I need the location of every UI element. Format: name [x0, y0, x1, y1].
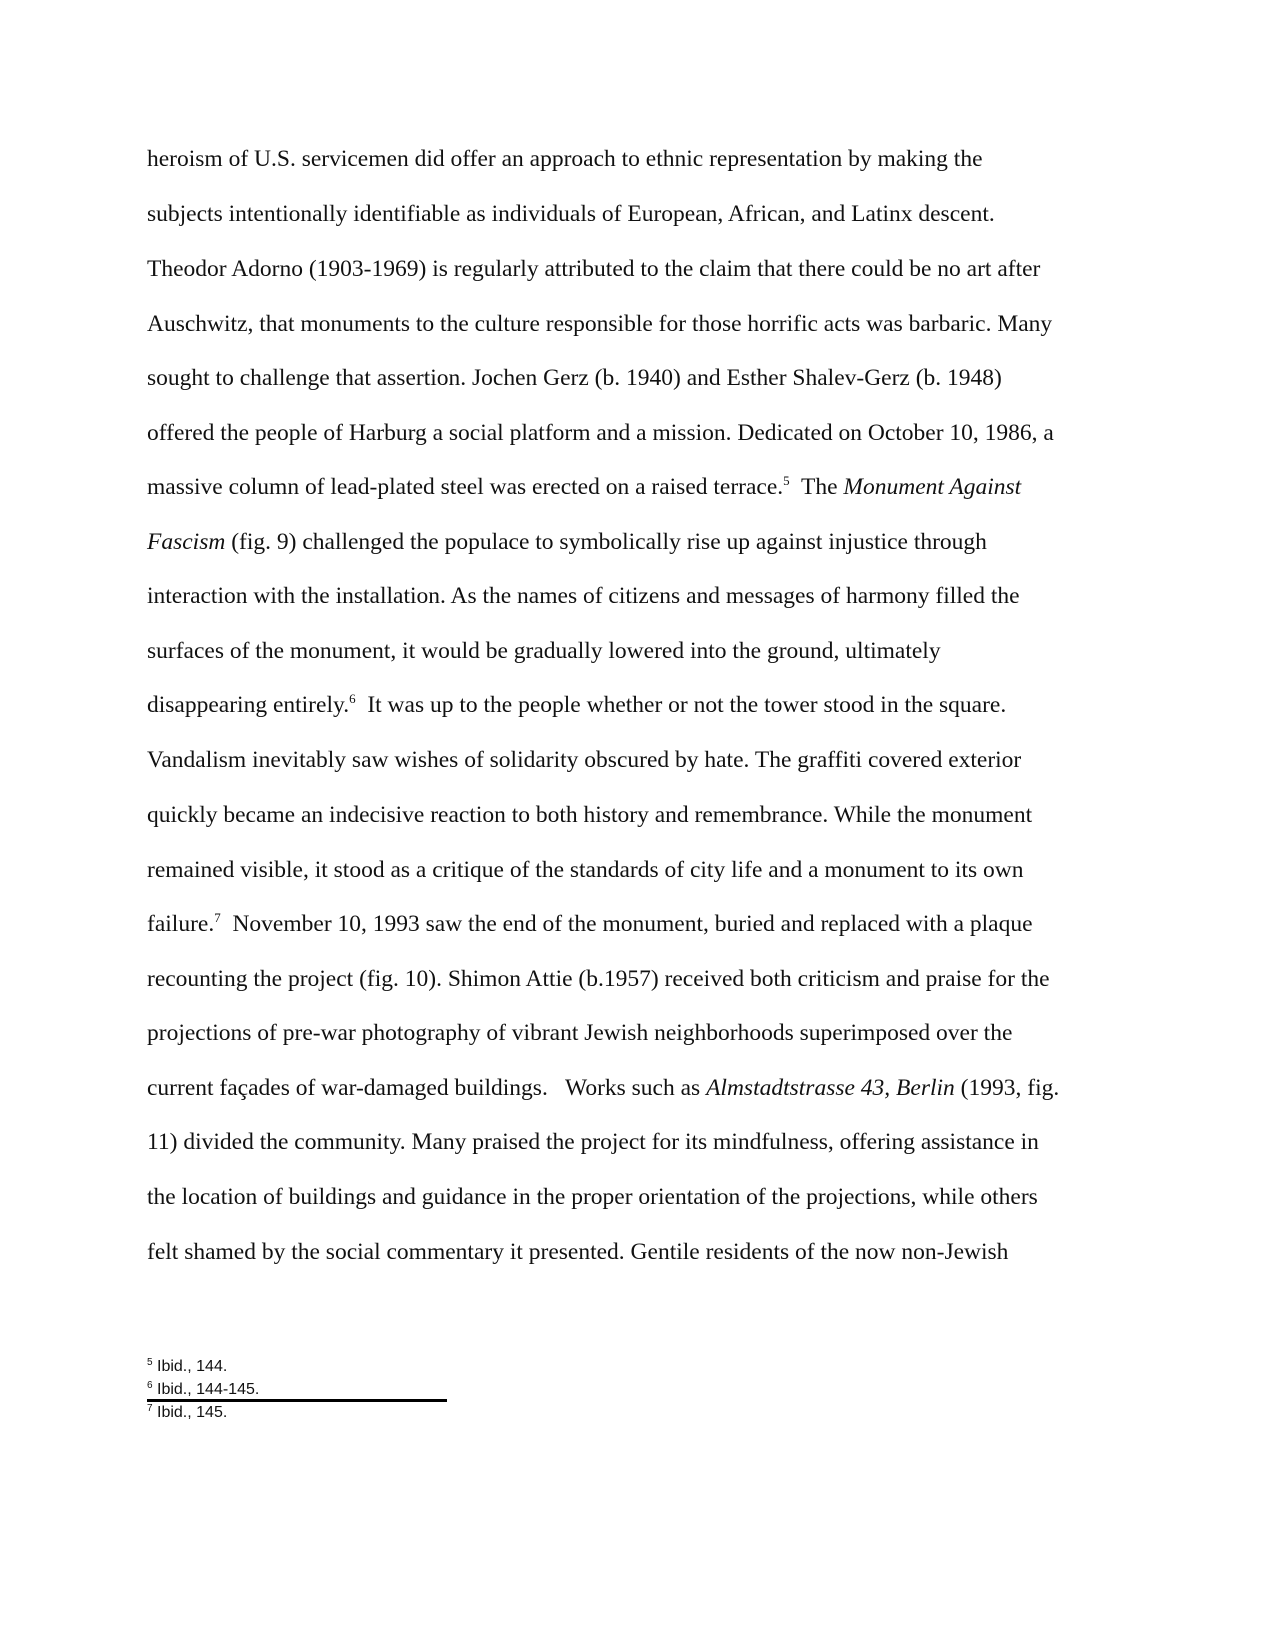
artwork-title: Monument Against: [843, 474, 1022, 500]
body-line-13: quickly became an indecisive reaction to both history and remembrance. While the monument: [147, 802, 1033, 828]
footnote-5: $^5$ Ibid., 144.: [147, 1357, 228, 1375]
footnote-number: 6: [147, 1380, 153, 1391]
body-line-1: heroism of U.S. servicemen did offer an approach to ethnic representation by making the: [147, 146, 983, 172]
body-line-21: felt shamed by the social commentary it presented. Gentile residents of the now non-Jewish: [147, 1239, 1009, 1265]
body-line-20: the location of buildings and guidance in the proper orientation of the projections, while others: [147, 1184, 1038, 1210]
body-line-17: projections of pre-war photography of vibrant Jewish neighborhoods superimposed over the: [147, 1020, 1013, 1046]
body-line-5: sought to challenge that assertion. Jochen Gerz (b. 1940) and Esther Shalev-Gerz (b. 1948): [147, 365, 1002, 391]
body-line-10: surfaces of the monument, it would be gradually lowered into the ground, ultimately: [147, 638, 941, 664]
footnote-number: 5: [147, 1357, 153, 1368]
footnote-ref-6: 6: [349, 691, 356, 706]
body-line-7: massive column of lead-plated steel was erected on a raised terrace.$^5$ The Monument Against: [147, 473, 1022, 500]
body-line-6: offered the people of Harburg a social platform and a mission. Dedicated on October 10, 1986, a: [147, 420, 1054, 446]
body-line-18: current façades of war-damaged buildings. Works such as Almstadtstrasse 43, Berlin (1993, fig.: [147, 1075, 1060, 1101]
body-line-14: remained visible, it stood as a critique of the standards of city life and a monument to its own: [147, 857, 1024, 883]
footnote-7: $^7$ Ibid., 145.: [147, 1403, 228, 1421]
body-line-12: Vandalism inevitably saw wishes of solidarity obscured by hate. The graffiti covered exterior: [147, 747, 1022, 773]
body-line-11: disappearing entirely.$^6$ It was up to the people whether or not the tower stood in the square.: [147, 691, 1007, 718]
footnote-number: 7: [147, 1403, 153, 1414]
footnote-ref-5: 5: [783, 473, 790, 488]
body-line-16: recounting the project (fig. 10). Shimon Attie (b.1957) received both criticism and praise for the: [147, 966, 1050, 992]
body-line-15: failure.$^7$ November 10, 1993 saw the end of the monument, buried and replaced with a plaque: [147, 910, 1033, 937]
body-line-8: Fascism (fig. 9) challenged the populace to symbolically rise up against injustice through: [147, 529, 987, 555]
body-line-19: 11) divided the community. Many praised the project for its mindfulness, offering assistance in: [147, 1129, 1039, 1155]
footnote-6: $^6$ Ibid., 144-145.: [147, 1380, 260, 1398]
artwork-title-cont: Fascism: [147, 529, 226, 555]
artwork-title: Almstadtstrasse 43, Berlin: [706, 1075, 955, 1101]
body-line-4: Auschwitz, that monuments to the culture responsible for those horrific acts was barbaric. Many: [147, 311, 1053, 337]
body-line-9: interaction with the installation. As the names of citizens and messages of harmony filled the: [147, 583, 1020, 609]
body-line-3: Theodor Adorno (1903-1969) is regularly attributed to the claim that there could be no art after: [147, 256, 1041, 282]
footnote-ref-7: 7: [214, 910, 221, 925]
body-line-2: subjects intentionally identifiable as individuals of European, African, and Latinx descent.: [147, 201, 995, 227]
